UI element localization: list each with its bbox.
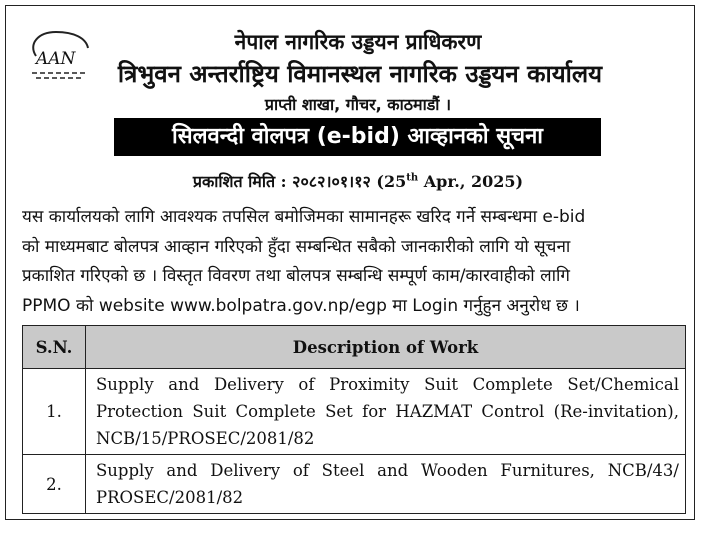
table-row [23, 369, 686, 455]
work-table [22, 325, 686, 514]
branch-address: प्राप्ती शाखा, गौचर, काठमाडौं । [264, 95, 452, 114]
row-sn: 2. [23, 455, 86, 514]
notice-line: यस कार्यालयको लागि आवश्यक तपसिल बमोजिमका सामानहरू खरिद गर्ने सम्बन्धमा e-bid [22, 207, 586, 227]
notice-line: PPMO को website www.bolpatra.gov.np/egp मा Login गर्नुहुन अनुरोध छ । [22, 295, 580, 316]
svg-text:AAN: AAN [36, 49, 76, 69]
table-row [23, 455, 686, 514]
row-description: Supply and Delivery of Proximity Suit Complete Set/Chemical Protection Suit Complete Set for HAZMAT Control (Re-invitation), NCB/15/PROSEC/2081/82 [86, 369, 686, 455]
header-sn: S.N. [23, 326, 86, 369]
published-label: प्रकाशित मिति : २०८२।०१।१२ (25 [192, 172, 407, 191]
header-description: Description of Work [86, 326, 686, 369]
notice-paragraph [22, 203, 694, 321]
row-description: Supply and Delivery of Steel and Wooden Furnitures, NCB/43/ PROSEC/2081/82 [86, 455, 686, 514]
published-tail: Apr., 2025) [418, 172, 524, 191]
org-name: नेपाल नागरिक उड्डयन प्राधिकरण [234, 30, 482, 54]
row-sn: 1. [23, 369, 86, 455]
notice-line: को माध्यमबाट बोलपत्र आव्हान गरिएको हुँदा सम्बन्धित सबैको जानकारीको लागि यो सूचना [22, 236, 571, 257]
notice-title-banner: सिलवन्दी वोलपत्र (e-bid) आव्हानको सूचना [114, 118, 601, 156]
published-date [0, 170, 716, 192]
table-header-row [23, 326, 686, 369]
notice-line: प्रकाशित गरिएको छ । विस्तृत विवरण तथा बोलपत्र सम्बन्धि सम्पूर्ण काम/कारवाहीको लागि [22, 266, 570, 286]
office-name: त्रिभुवन अन्तर्राष्ट्रिय विमानस्थल नागरिक उड्डयन कार्यालय [117, 60, 603, 88]
published-sup: th [406, 172, 419, 184]
